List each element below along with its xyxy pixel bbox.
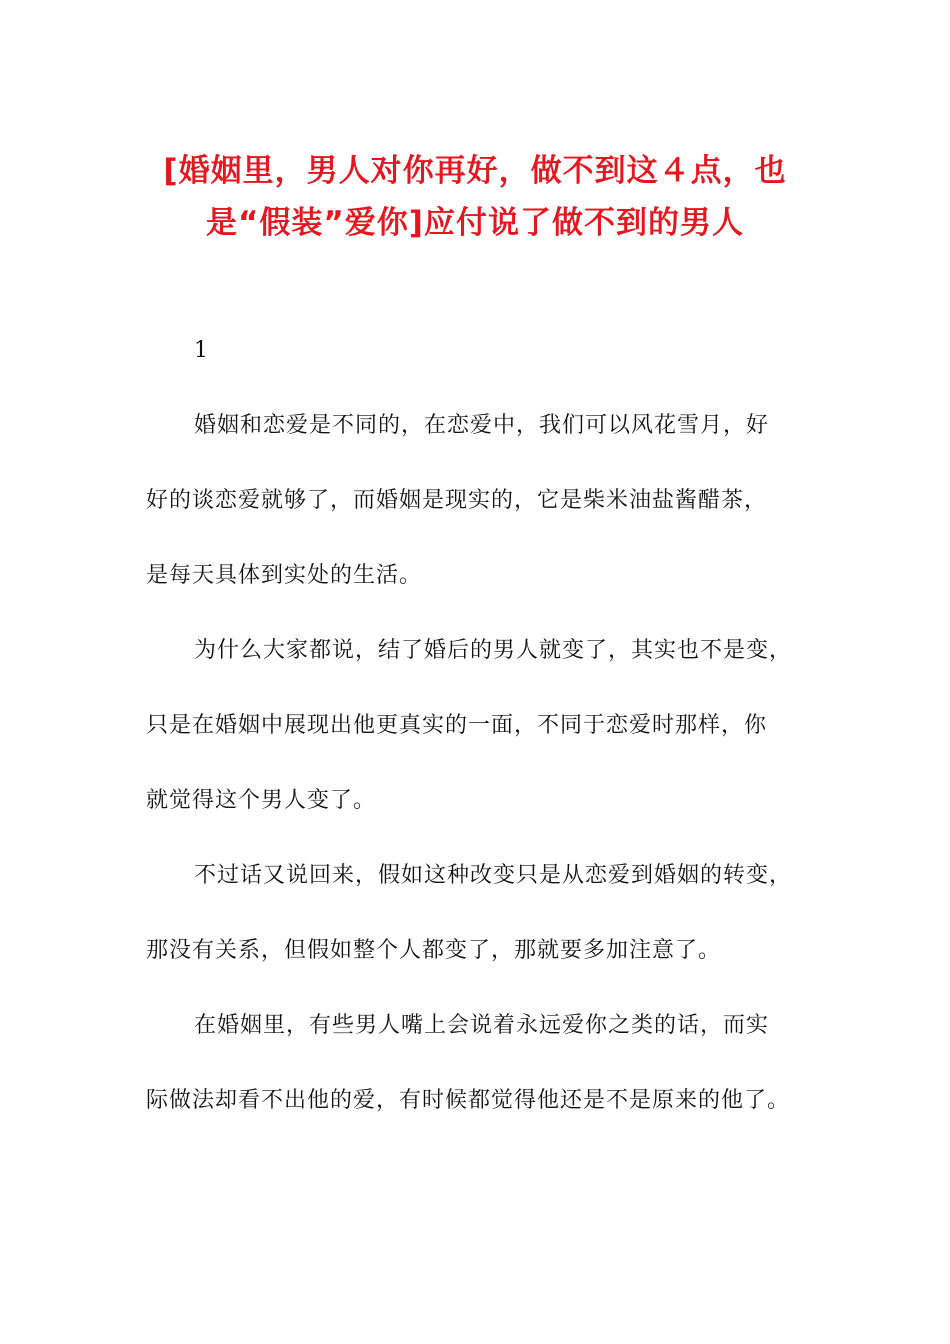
paragraph <box>146 628 806 824</box>
title-line: [婚姻里，男人对你再好，做不到这４点，也 <box>163 153 787 189</box>
paragraph-line: 际做法却看不出他的爱，有时候都觉得他还是不是原来的他了。 <box>146 1088 791 1113</box>
paragraph-line: 只是在婚姻中展现出他更真实的一面，不同于恋爱时那样，你 <box>146 713 768 738</box>
paragraph <box>146 853 806 974</box>
paragraph-line: 是每天具体到实处的生活。 <box>146 563 423 588</box>
paragraph-line: 就觉得这个男人变了。 <box>146 788 377 813</box>
paragraph-line: 为什么大家都说，结了婚后的男人就变了，其实也不是变， <box>194 638 793 663</box>
paragraph-line: 在婚姻里，有些男人嘴上会说着永远爱你之类的话，而实 <box>194 1013 770 1038</box>
paragraph <box>146 403 806 599</box>
document-title <box>120 145 830 249</box>
document-body <box>146 328 806 1124</box>
title-line: 是“假装”爱你]应付说了做不到的男人 <box>206 205 744 241</box>
paragraph-line: 婚姻和恋爱是不同的，在恋爱中，我们可以风花雪月，好 <box>194 413 770 438</box>
section-number: 1 <box>194 338 209 363</box>
paragraph-line: 好的谈恋爱就够了，而婚姻是现实的，它是柴米油盐酱醋茶， <box>146 488 768 513</box>
paragraph-line: 那没有关系，但假如整个人都变了，那就要多加注意了。 <box>146 938 722 963</box>
paragraph-line: 不过话又说回来，假如这种改变只是从恋爱到婚姻的转变， <box>194 863 793 888</box>
paragraph <box>146 1003 806 1124</box>
